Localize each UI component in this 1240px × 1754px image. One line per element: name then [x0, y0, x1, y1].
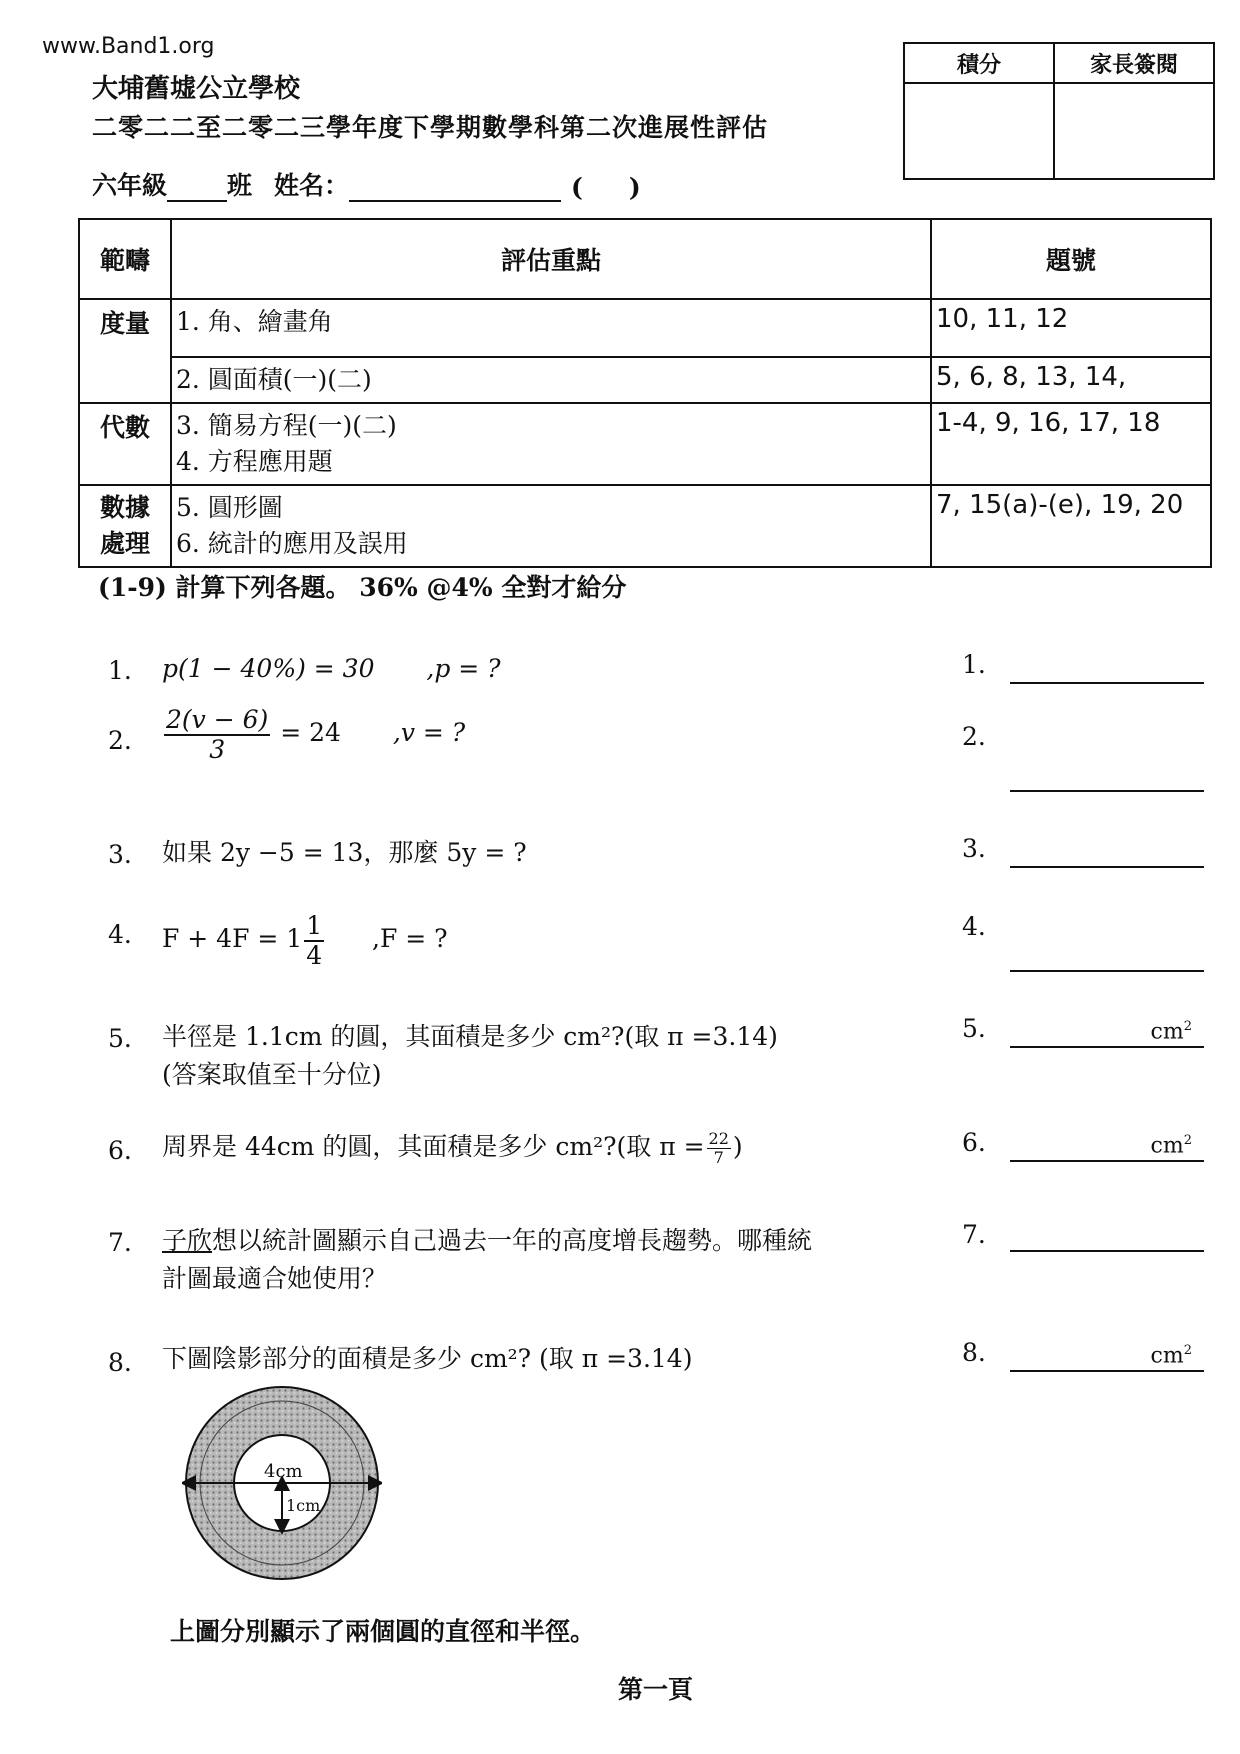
answer-number: 2. [962, 722, 986, 751]
grade-label: 六年級 [92, 171, 168, 200]
question-line-rest: 想以統計圖顯示自己過去一年的高度增長趨勢。哪種統 [212, 1226, 813, 1255]
question-4-text [162, 912, 448, 969]
answer-number: 5. [962, 1014, 986, 1043]
question-numbers-cell: 7, 15(a)-(e), 19, 20 [931, 485, 1211, 567]
paren-close: ) [628, 173, 641, 202]
paren-open: ( [571, 173, 583, 202]
question-1-text [162, 650, 501, 688]
fraction-denominator: 7 [713, 1148, 724, 1167]
score-cell[interactable] [905, 84, 1055, 178]
answer-unit [1151, 1133, 1192, 1158]
school-name: 大埔舊墟公立學校 [92, 74, 301, 104]
question-number: 5. [108, 1024, 132, 1053]
answer-line-6[interactable] [1010, 1132, 1204, 1162]
assessment-table [78, 218, 1212, 568]
annulus-diagram [182, 1383, 382, 1583]
fraction [304, 912, 324, 969]
fraction-numerator: 1 [306, 911, 323, 940]
topic-text: 1. 角、繪畫角 [176, 307, 333, 336]
topic-cell [171, 357, 931, 403]
answer-number: 8. [962, 1338, 986, 1367]
question-6-text [162, 1128, 743, 1167]
question-line: 半徑是 1.1cm 的圓，其面積是多少 cm²?(取 π =3.14) [162, 1022, 778, 1051]
fraction-denominator: 3 [209, 734, 226, 764]
question-numbers-cell: 5, 6, 8, 13, 14, [931, 357, 1211, 403]
header-focus: 評估重點 [171, 219, 931, 299]
answer-number: 4. [962, 912, 986, 941]
topic-text: 2. 圓面積(一)(二) [176, 365, 372, 394]
answer-line-1[interactable] [1010, 658, 1204, 684]
question-line-end: ) [732, 1132, 743, 1161]
answer-line-7[interactable] [1010, 1226, 1204, 1252]
parent-signature-label: 家長簽閱 [1055, 44, 1213, 84]
answer-line-2[interactable] [1010, 766, 1204, 792]
student-name: 子欣 [162, 1226, 213, 1255]
equation: F + 4F = 1 [162, 924, 303, 953]
radius-label: 1cm [286, 1496, 321, 1515]
page-number: 第一頁 [618, 1675, 694, 1704]
answer-number: 6. [962, 1128, 986, 1157]
table-row [79, 485, 1211, 567]
table-header-row [79, 219, 1211, 299]
category-line: 數據 [99, 493, 150, 522]
score-label: 積分 [905, 44, 1055, 84]
question-2-text [162, 706, 465, 763]
name-blank[interactable] [349, 172, 561, 202]
unit-text: cm [1150, 1343, 1184, 1368]
answer-number: 3. [962, 834, 986, 863]
question-number: 6. [108, 1136, 132, 1165]
category-cell: 代數 [79, 403, 171, 485]
unit-text: cm [1150, 1019, 1184, 1044]
fraction [164, 706, 270, 763]
question-number: 8. [108, 1348, 132, 1377]
answer-line-5[interactable] [1010, 1018, 1204, 1048]
parent-signature-cell[interactable] [1055, 84, 1213, 178]
answer-unit [1151, 1343, 1192, 1368]
class-label: 班 [227, 171, 253, 200]
score-box [903, 42, 1215, 180]
fraction [707, 1130, 731, 1166]
table-row [79, 299, 1211, 357]
header-question-numbers: 題號 [931, 219, 1211, 299]
answer-line-3[interactable] [1010, 842, 1204, 868]
answer-unit [1151, 1019, 1192, 1044]
question-numbers-cell: 1-4, 9, 16, 17, 18 [931, 403, 1211, 485]
equation-ask: ,p = ? [426, 654, 501, 683]
question-number: 7. [108, 1228, 132, 1257]
topic-text: 4. 方程應用題 [176, 447, 333, 476]
unit-text: cm [1150, 1133, 1184, 1158]
equation-ask: ,F = ? [372, 924, 448, 953]
question-3-text: 如果 2y −5 = 13，那麼 5y = ? [162, 838, 527, 867]
question-5-text [162, 1018, 778, 1094]
category-cell: 度量 [79, 299, 171, 403]
name-label: 姓名： [274, 171, 350, 200]
unit-superscript: 2 [1183, 1018, 1192, 1034]
topic-cell [171, 403, 931, 485]
category-cell [79, 485, 171, 567]
diameter-label: 4cm [264, 1461, 303, 1482]
section-heading: (1-9) 計算下列各題。 36% @4% 全對才給分 [98, 573, 627, 602]
question-number: 4. [108, 920, 132, 949]
answer-line-8[interactable] [1010, 1342, 1204, 1372]
equation-ask: ,v = ? [392, 718, 466, 747]
topic-text: 3. 簡易方程(一)(二) [176, 411, 397, 440]
topic-text: 6. 統計的應用及誤用 [176, 529, 408, 558]
answer-line-4[interactable] [1010, 946, 1204, 972]
fraction-numerator: 2(v − 6) [166, 705, 269, 734]
assessment-title: 二零二二至二零二三學年度下學期數學科第二次進展性評估 [92, 113, 769, 142]
student-info-line [92, 166, 641, 202]
answer-number: 1. [962, 650, 986, 679]
table-row [79, 357, 1211, 403]
question-line [162, 1222, 812, 1260]
topic-cell [171, 485, 931, 567]
question-line: 計圖最適合她使用？ [162, 1264, 388, 1293]
class-blank[interactable] [167, 172, 227, 202]
header-category: 範疇 [79, 219, 171, 299]
category-line: 處理 [99, 529, 150, 558]
topic-text: 5. 圓形圖 [176, 493, 283, 522]
table-row [79, 403, 1211, 485]
fraction-denominator: 4 [306, 940, 323, 970]
question-line: (答案取值至十分位) [162, 1060, 382, 1089]
watermark: www.Band1.org [42, 34, 215, 59]
answer-number: 7. [962, 1220, 986, 1249]
unit-superscript: 2 [1183, 1132, 1192, 1148]
equation: = 24 [280, 718, 341, 747]
question-line: 周界是 44cm 的圓，其面積是多少 cm²?(取 π = [162, 1132, 705, 1161]
topic-cell [171, 299, 931, 357]
question-number: 1. [108, 656, 132, 685]
fraction-numerator: 22 [708, 1129, 729, 1149]
question-8-text: 下圖陰影部分的面積是多少 cm²? (取 π =3.14) [162, 1344, 693, 1373]
question-7-text [162, 1222, 812, 1298]
equation: p(1 − 40%) = 30 [162, 654, 375, 683]
diagram-caption: 上圖分別顯示了兩個圓的直徑和半徑。 [170, 1617, 596, 1646]
unit-superscript: 2 [1183, 1342, 1192, 1358]
question-numbers-cell: 10, 11, 12 [931, 299, 1211, 357]
question-number: 2. [108, 726, 132, 755]
question-number: 3. [108, 840, 132, 869]
